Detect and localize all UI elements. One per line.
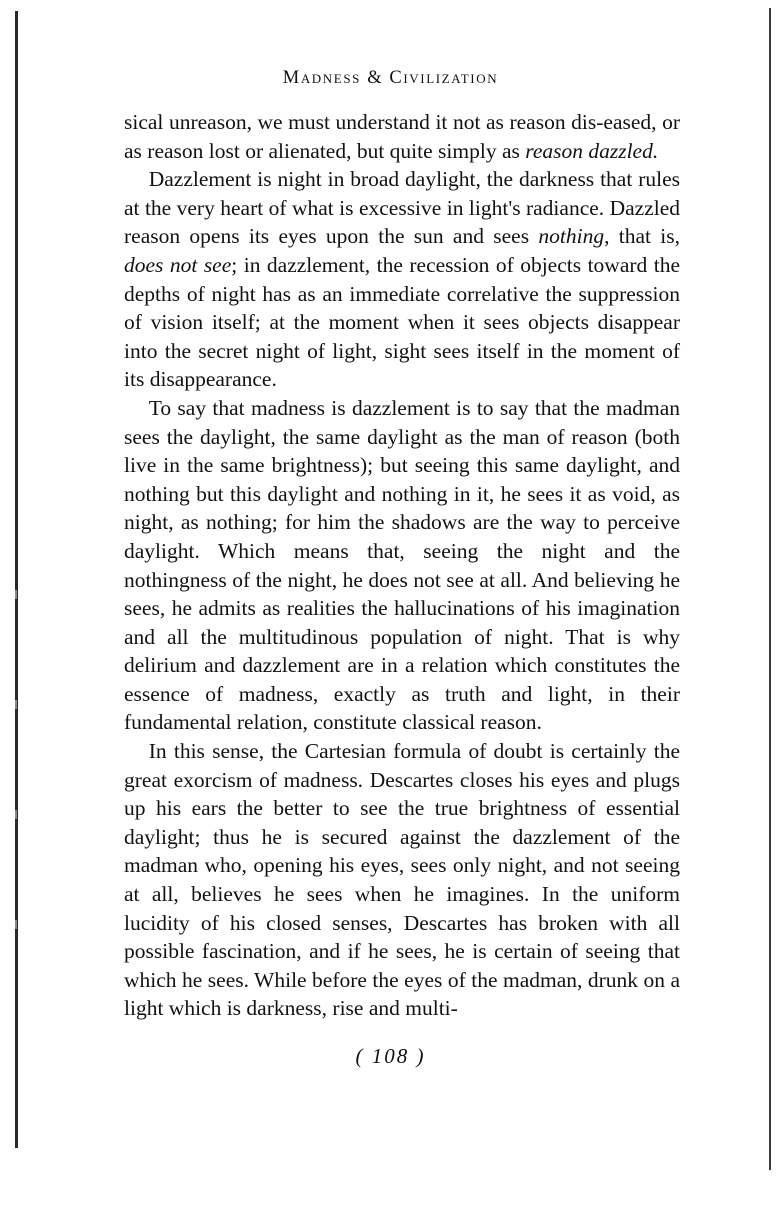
paragraph [124, 737, 680, 1023]
scan-corner-bottom-left [15, 1148, 43, 1210]
scan-speck [15, 920, 17, 929]
scan-speck [15, 700, 17, 709]
text-run: , that is, [604, 224, 680, 249]
scan-corner-bottom-right [753, 1170, 781, 1210]
running-head-title: Madness & Civilization [282, 68, 499, 88]
body-text-column [124, 108, 680, 1023]
page-folio-number: ( 108 ) [355, 1044, 426, 1068]
scan-corner-top-left [15, 0, 75, 11]
paragraph [124, 165, 680, 394]
italic-run: reason dazzled. [525, 138, 659, 163]
text-run: To say that madness is dazzlement is to say that the madman sees the daylight, the same daylight as the man of reason (both live in the same brightness); but seeing this same daylight, and nothing but this daylight and nothing in it, he sees it as void, as night, as nothing; for him the shadows are the way to perceive daylight. Which means that, seeing the night and the nothingness of the night, he does not see at all. And believing he sees, he admits as realities the hallucinations of his imagination and all the multitudinous population of night. That is why delirium and dazzlement are in a relation which constitutes the essence of madness, exactly as truth and light, in their fundamental relation, constitute classical reason. [124, 395, 680, 735]
page-gutter-shadow-right [769, 8, 771, 1193]
italic-run: nothing [538, 224, 605, 249]
scan-speck [15, 590, 17, 599]
paragraph [124, 108, 680, 165]
paragraph [124, 394, 680, 737]
text-run: ; in dazzlement, the recession of objects toward the depths of night has as an immediate correlative the suppression of vision itself; at the moment when it sees objects disappear into the secret night of light, sight sees itself in the moment of its disappearance. [124, 252, 681, 392]
page-gutter-shadow-left [15, 0, 18, 1210]
scan-speck [15, 810, 17, 819]
text-run: Dazzlement is night in broad daylight, the darkness that rules at the very heart of what is excessive in light's radiance. Dazzled reason opens its eyes upon the sun and sees [124, 167, 680, 249]
text-run: In this sense, the Cartesian formula of doubt is certainly the great exorcism of madness. Descartes closes his eyes and plugs up his ears the better to see the true brightness of essential daylight; thus he is secured against the dazzlement of the madman who, opening his eyes, sees only night, and not seeing at all, believes he sees when he imagines. In the uniform lucidity of his closed senses, Descartes has broken with all possible fascination, and if he sees, he is certain of seeing that which he sees. While before the eyes of the madman, drunk on a light which is darkness, rise and multi- [124, 739, 680, 1021]
italic-run: does not see [124, 252, 232, 277]
text-run: sical unreason, we must understand it not as reason dis-eased, or as reason lost or alienated, but quite simply as [124, 110, 680, 163]
